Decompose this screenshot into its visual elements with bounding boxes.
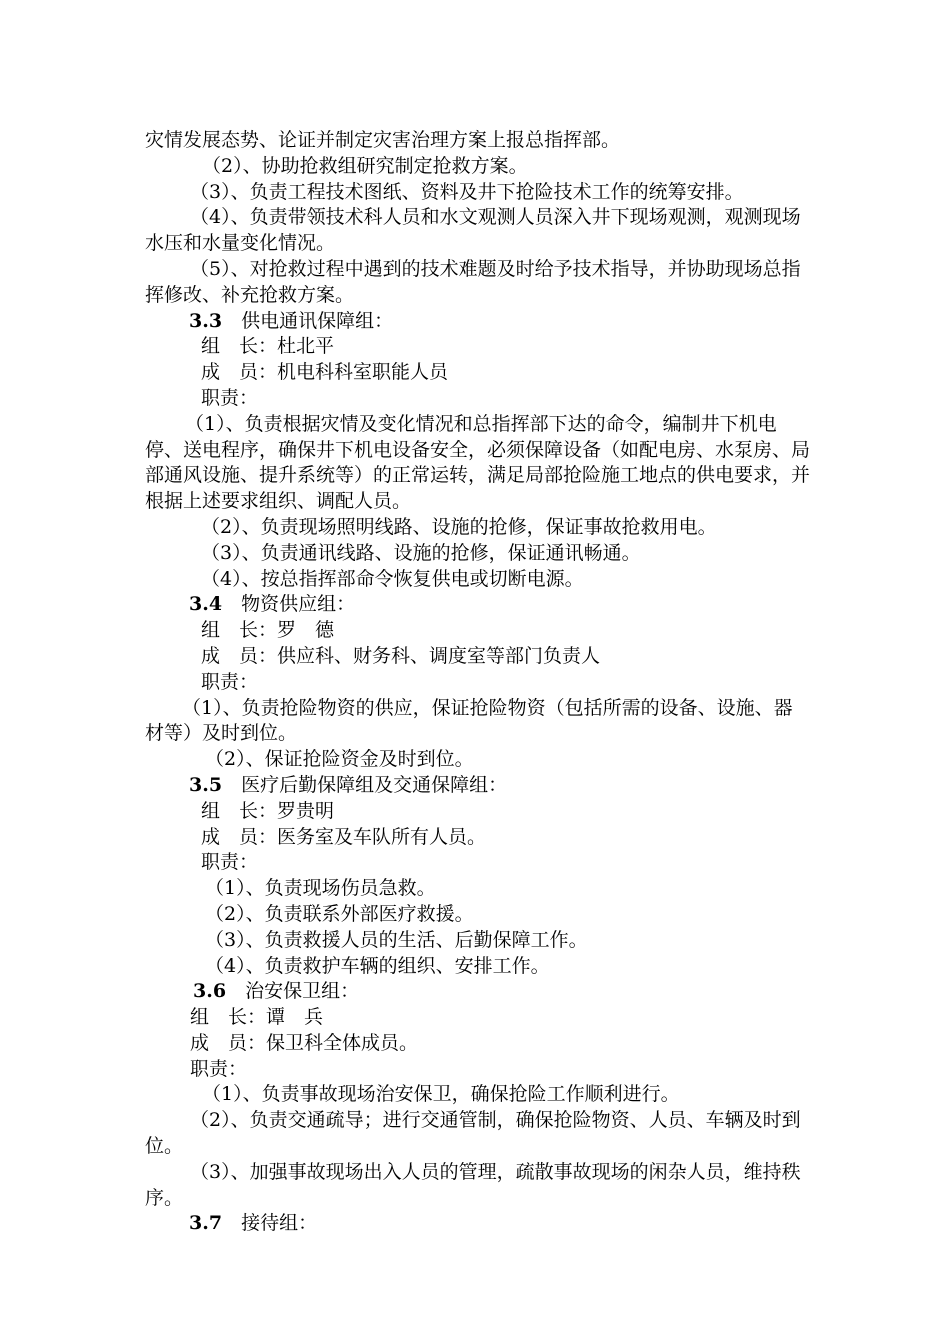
- paragraph: （2）、负责现场照明线路、设施的抢修，保证事故抢救用电。: [201, 515, 717, 538]
- duties-label: 职责：: [201, 670, 259, 693]
- section-number: 3.7: [189, 1212, 223, 1235]
- paragraph: （2）、保证抢险资金及时到位。: [205, 748, 474, 771]
- leader-line: 组 长：罗贵明: [201, 799, 335, 822]
- section-title: 供电通讯保障组：: [241, 309, 394, 332]
- members-line: 成 员：供应科、财务科、调度室等部门负责人: [201, 644, 601, 667]
- section-title: 医疗后勤保障组及交通保障组：: [241, 773, 508, 796]
- duties-label: 职责：: [190, 1057, 248, 1080]
- section-heading: [145, 979, 810, 1005]
- paragraph: （3）、加强事故现场出入人员的管理，疏散事故现场的闲杂人员，维持秩序。: [145, 1160, 801, 1209]
- paragraph: （2）、负责联系外部医疗救援。: [205, 902, 474, 925]
- paragraph: （4）、负责带领技术科人员和水文观测人员深入井下现场观测，观测现场水压和水量变化情况。: [145, 206, 801, 255]
- section-title: 治安保卫组：: [245, 980, 360, 1003]
- paragraph: （4）、负责救护车辆的组织、安排工作。: [205, 954, 550, 977]
- section-heading: [145, 309, 810, 335]
- paragraph: 灾情发展态势、论证并制定灾害治理方案上报总指挥部。: [145, 129, 621, 151]
- paragraph: （4）、按总指挥部命令恢复供电或切断电源。: [201, 567, 584, 590]
- section-number: 3.6: [193, 980, 227, 1003]
- duties-label: 职责：: [201, 386, 259, 409]
- leader-line: 组 长：谭 兵: [190, 1006, 324, 1029]
- paragraph: （2）、负责交通疏导；进行交通管制，确保抢险物资、人员、车辆及时到位。: [145, 1109, 801, 1158]
- paragraph: （5）、对抢救过程中遇到的技术难题及时给予技术指导，并协助现场总指挥修改、补充抢救方案。: [145, 257, 801, 306]
- leader-line: 组 长：杜北平: [201, 335, 335, 358]
- section-number: 3.3: [189, 309, 223, 332]
- leader-line: 组 长：罗 德: [201, 619, 335, 642]
- members-line: 成 员：保卫科全体成员。: [190, 1031, 419, 1054]
- section-number: 3.4: [189, 593, 223, 616]
- members-line: 成 员：机电科科室职能人员: [201, 361, 449, 384]
- duties-label: 职责：: [201, 851, 259, 874]
- section-title: 物资供应组：: [241, 593, 356, 616]
- paragraph: （1）、负责现场伤员急救。: [205, 877, 436, 900]
- members-line: 成 员：医务室及车队所有人员。: [201, 825, 487, 848]
- paragraph: （1）、负责抢险物资的供应，保证抢险物资（包括所需的设备、设施、器材等）及时到位。: [145, 696, 793, 745]
- paragraph: （1）、负责根据灾情及变化情况和总指挥部下达的命令，编制井下机电停、送电程序，确保井下机电设备安全，必须保障设备（如配电房、水泵房、局部通风设施、提升系统等）的正常运转，满足局部抢险施工地点的供电要求，并根据上述要求组织、调配人员。: [145, 412, 811, 513]
- document-body: [145, 128, 810, 1237]
- paragraph: （3）、负责通讯线路、设施的抢修，保证通讯畅通。: [201, 541, 641, 564]
- section-title: 接待组：: [241, 1212, 318, 1235]
- section-number: 3.5: [189, 773, 223, 796]
- section-heading: [145, 773, 810, 799]
- section-heading: [145, 592, 810, 618]
- section-heading: [145, 1211, 810, 1237]
- paragraph: （2）、协助抢救组研究制定抢救方案。: [202, 154, 528, 177]
- paragraph: （3）、负责救援人员的生活、后勤保障工作。: [205, 928, 588, 951]
- paragraph: （3）、负责工程技术图纸、资料及井下抢险技术工作的统筹安排。: [190, 180, 744, 203]
- paragraph: （1）、负责事故现场治安保卫，确保抢险工作顺利进行。: [202, 1083, 680, 1106]
